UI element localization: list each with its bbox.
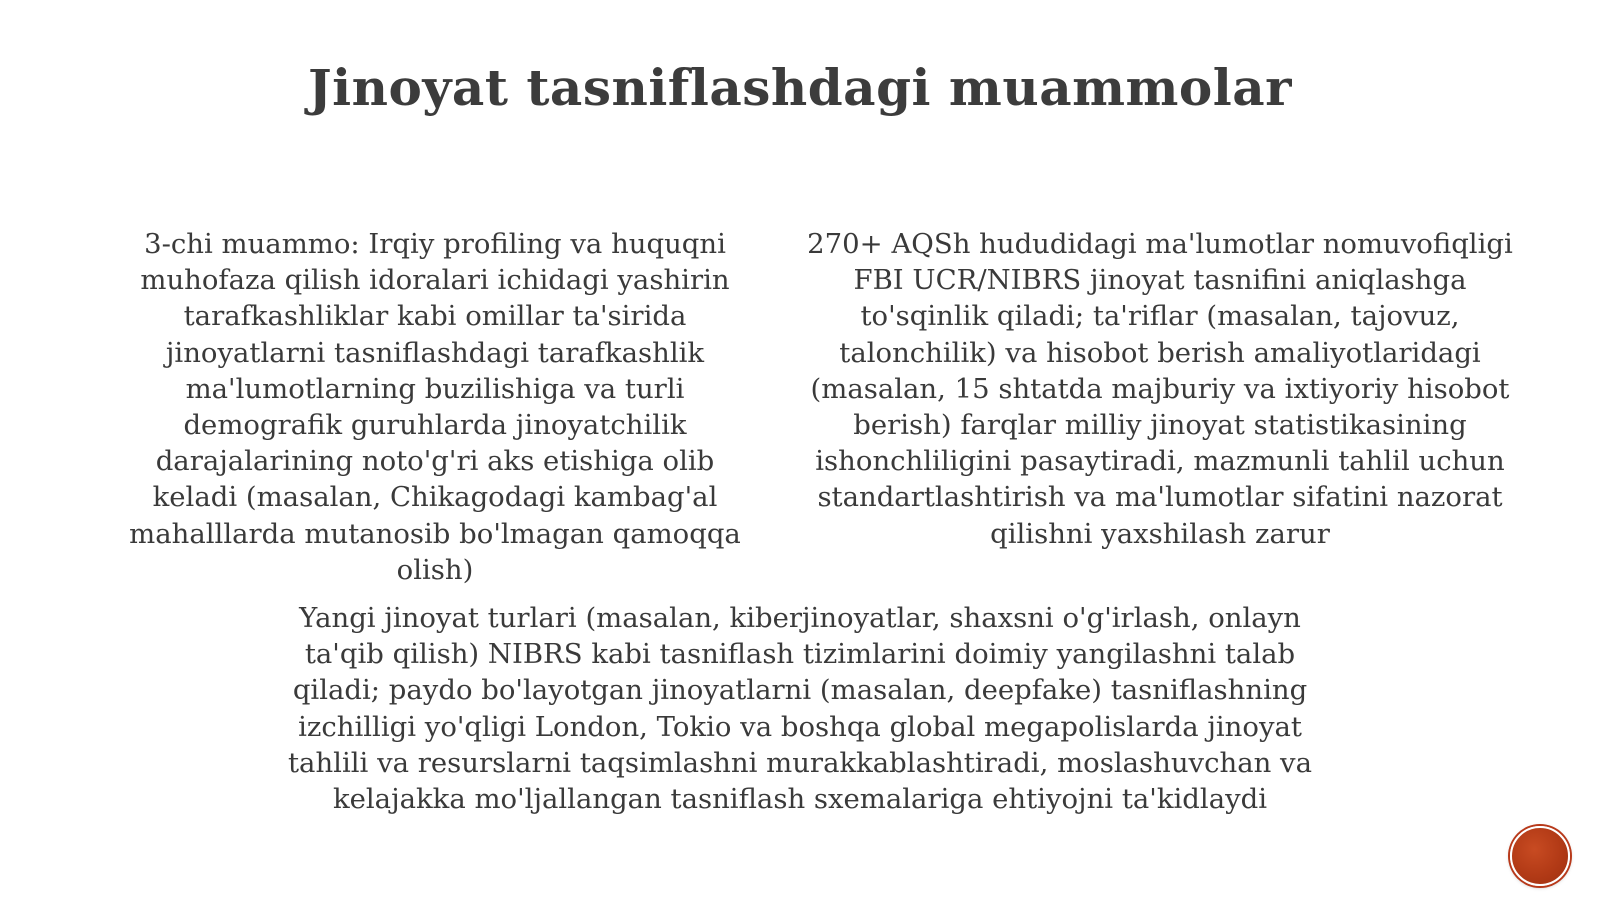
right-column-text: 270+ AQSh hududidagi ma'lumotlar nomuvofiqligi FBI UCR/NIBRS jinoyat tasnifini aniqlashga to'sqinlik qiladi; ta'riflar (masalan, tajovuz, talonchilik) va hisobot berish amaliyotlaridagi (masalan, 15 shtatda majburiy va ixtiyoriy hisobot berish) farqlar milliy jinoyat statistikasining ishonchliligini pasaytiradi, mazmunli tahlil uchun standartlashtirish va ma'lumotlar sifatini nazorat qilishni yaxshilash zarur	[807, 228, 1513, 550]
slide-title: Jinoyat tasniflashdagi muammolar	[308, 58, 1292, 117]
slide-nav-button[interactable]	[1510, 826, 1570, 886]
left-column-text: 3-chi muammo: Irqiy profiling va huquqni muhofaza qilish idoralari ichidagi yashirin tarafkashliklar kabi omillar ta'sirida jinoyatlarni tasniflashdagi tarafkashlik ma'lumotlarning buzilishiga va turli demografik guruhlarda jinoyatchilik darajalarining noto'g'ri aks etishiga olib keladi (masalan, Chikagodagi kambag'al mahalllarda mutanosib bo'lmagan qamoqqa olish)	[129, 228, 741, 586]
bottom-text: Yangi jinoyat turlari (masalan, kiberjinoyatlar, shaxsni o'g'irlash, onlayn ta'qib qilish) NIBRS kabi tasniflash tizimlarini doimiy yangilashni talab qiladi; paydo bo'layotgan jinoyatlarni (masalan, deepfake) tasniflashning izchilligi yo'qligi London, Tokio va boshqa global megapolislarda jinoyat tahlili va resurslarni taqsimlashni murakkablashtiradi, moslashuvchan va kelajakka mo'ljallangan tasniflash sxemalariga ehtiyojni ta'kidlaydi	[288, 602, 1312, 816]
